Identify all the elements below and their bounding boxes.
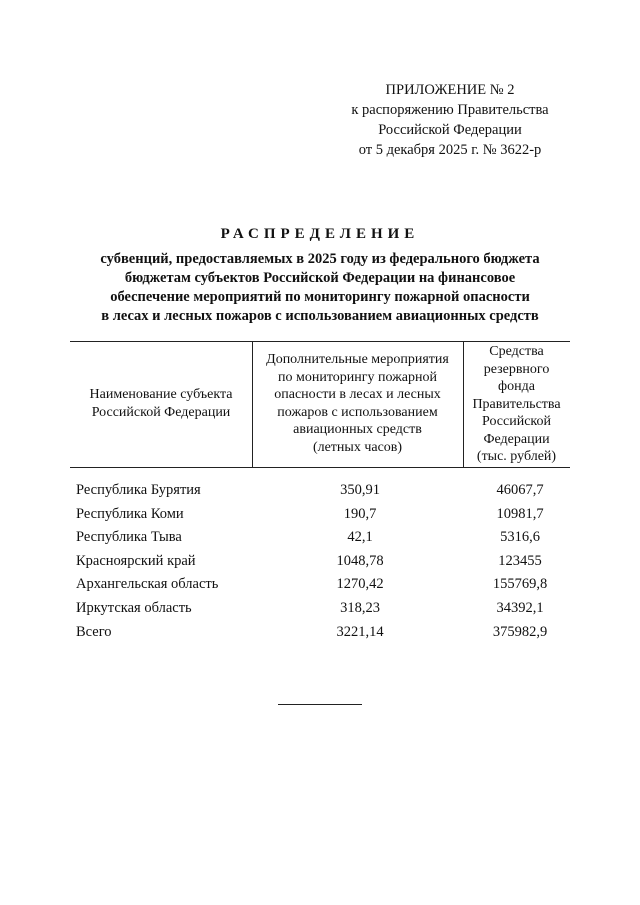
flight-hours-value: 1048,78 bbox=[336, 552, 384, 569]
flight-hours-value: 42,1 bbox=[347, 529, 373, 546]
appendix-date-line: от 5 декабря 2025 г. № 3622-р bbox=[358, 142, 542, 158]
total-flight-hours: 3221,14 bbox=[336, 623, 384, 640]
flight-hours-value: 318,23 bbox=[340, 599, 380, 616]
header-reserve-fund: Средства резервного фонда Правительства Российской Федерации (тыс. рублей) bbox=[472, 344, 561, 464]
table-row bbox=[0, 553, 640, 577]
table-row bbox=[0, 506, 640, 530]
table-row bbox=[0, 482, 640, 506]
appendix-government-line: Российской Федерации bbox=[378, 122, 522, 138]
subtitle-line: бюджетам субъектов Российской Федерации на финансовое bbox=[124, 270, 516, 286]
table-row bbox=[0, 600, 640, 624]
flight-hours-value: 1270,42 bbox=[336, 576, 384, 593]
subject-name: Архангельская область bbox=[76, 576, 219, 593]
document-subtitle bbox=[40, 250, 600, 326]
document-title: РАСПРЕДЕЛЕНИЕ bbox=[220, 226, 420, 242]
flight-hours-value: 190,7 bbox=[343, 505, 377, 522]
subtitle-line: субвенций, предоставляемых в 2025 году из федерального бюджета bbox=[100, 251, 540, 267]
subject-name: Иркутская область bbox=[76, 599, 192, 616]
reserve-fund-value: 155769,8 bbox=[492, 576, 548, 593]
subject-name: Республика Бурятия bbox=[76, 482, 201, 498]
subtitle-line: в лесах и лесных пожаров с использованием авиационных средств bbox=[101, 308, 539, 324]
table-row-total bbox=[0, 624, 640, 648]
subject-name: Красноярский край bbox=[76, 552, 196, 569]
appendix-order-line: к распоряжению Правительства bbox=[351, 102, 549, 118]
subtitle-line: обеспечение мероприятий по мониторингу пожарной опасности bbox=[110, 289, 530, 305]
reserve-fund-value: 10981,7 bbox=[496, 505, 544, 522]
subject-name: Республика Тыва bbox=[76, 529, 182, 546]
header-subject-name: Наименование субъекта Российской Федерации bbox=[89, 387, 233, 420]
document-end-divider bbox=[278, 704, 362, 705]
table-row bbox=[0, 529, 640, 553]
appendix-block bbox=[330, 80, 570, 160]
appendix-number: ПРИЛОЖЕНИЕ № 2 bbox=[385, 82, 515, 98]
table-row bbox=[0, 576, 640, 600]
reserve-fund-value: 34392,1 bbox=[496, 599, 544, 616]
reserve-fund-value: 5316,6 bbox=[500, 529, 540, 546]
table-header bbox=[70, 341, 570, 468]
reserve-fund-value: 46067,7 bbox=[496, 482, 544, 498]
flight-hours-value: 350,91 bbox=[340, 482, 380, 498]
total-label: Всего bbox=[76, 623, 112, 640]
total-reserve-fund: 375982,9 bbox=[492, 623, 548, 640]
subject-name: Республика Коми bbox=[76, 505, 184, 522]
header-flight-hours: Дополнительные мероприятия по мониторингу пожарной опасности в лесах и лесных пожаров с использованием авиационных средств (летных часов) bbox=[266, 352, 449, 455]
reserve-fund-value: 123455 bbox=[498, 552, 542, 569]
table-body bbox=[0, 482, 640, 647]
